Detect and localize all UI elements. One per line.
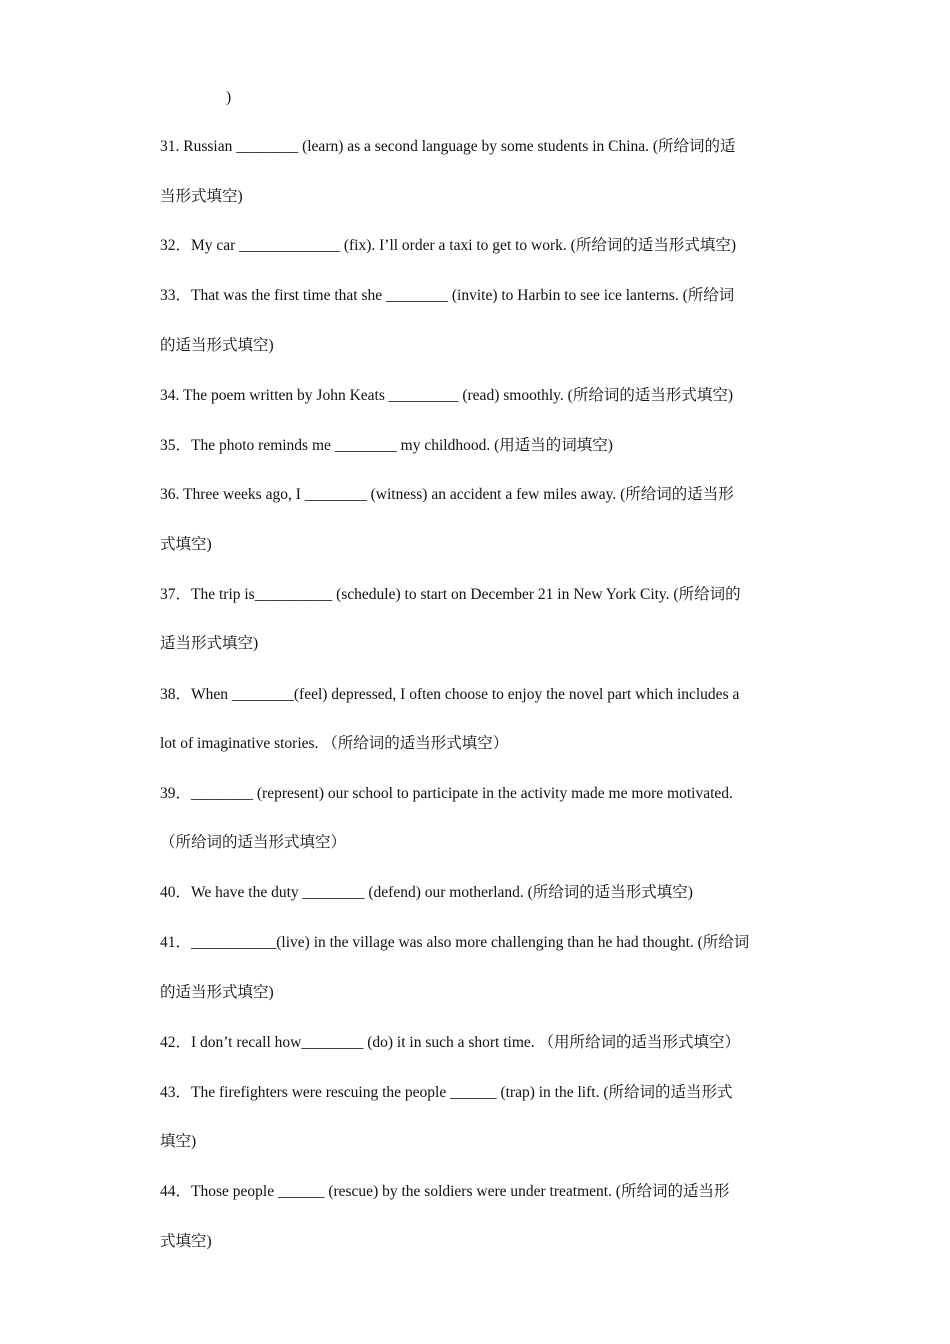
question-37-cont: 适当形式填空) (160, 635, 259, 652)
question-43: 43．The firefighters were rescuing the people ______ (trap) in the lift. (所给词的适当形式 (160, 1084, 733, 1101)
question-44: 44．Those people ______ (rescue) by the soldiers were under treatment. (所给词的适当形 (160, 1183, 730, 1200)
question-39: 39．________ (represent) our school to participate in the activity made me more motivated. (160, 785, 733, 802)
question-41-cont: 的适当形式填空) (160, 984, 274, 1001)
question-31: 31. Russian ________ (learn) as a second language by some students in China. (所给词的适 (160, 138, 736, 155)
question-33-cont: 的适当形式填空) (160, 337, 274, 354)
question-38: 38．When ________(feel) depressed, I often choose to enjoy the novel part which includes a (160, 686, 740, 703)
question-37: 37．The trip is__________ (schedule) to start on December 21 in New York City. (所给词的 (160, 586, 741, 603)
question-35: 35．The photo reminds me ________ my childhood. (用适当的词填空) (160, 437, 613, 454)
text-line-closing-paren: ) (226, 89, 232, 106)
question-38-cont: lot of imaginative stories. （所给词的适当形式填空） (160, 735, 509, 752)
question-39-cont: （所给词的适当形式填空） (160, 834, 347, 851)
question-40: 40．We have the duty ________ (defend) our motherland. (所给词的适当形式填空) (160, 884, 693, 901)
question-31-cont: 当形式填空) (160, 188, 243, 205)
question-41: 41．___________(live) in the village was also more challenging than he had thought. (所给词 (160, 934, 750, 951)
question-43-cont: 填空) (160, 1133, 197, 1150)
question-32: 32．My car _____________ (fix). I’ll order a taxi to get to work. (所给词的适当形式填空) (160, 237, 736, 254)
question-42: 42．I don’t recall how________ (do) it in such a short time. （用所给词的适当形式填空） (160, 1034, 741, 1051)
question-36-cont: 式填空) (160, 536, 212, 553)
question-44-cont: 式填空) (160, 1233, 212, 1250)
question-34: 34. The poem written by John Keats _________ (read) smoothly. (所给词的适当形式填空) (160, 387, 733, 404)
question-33: 33．That was the first time that she ________ (invite) to Harbin to see ice lanterns. (所给词 (160, 287, 735, 304)
question-36: 36. Three weeks ago, I ________ (witness) an accident a few miles away. (所给词的适当形 (160, 486, 734, 503)
